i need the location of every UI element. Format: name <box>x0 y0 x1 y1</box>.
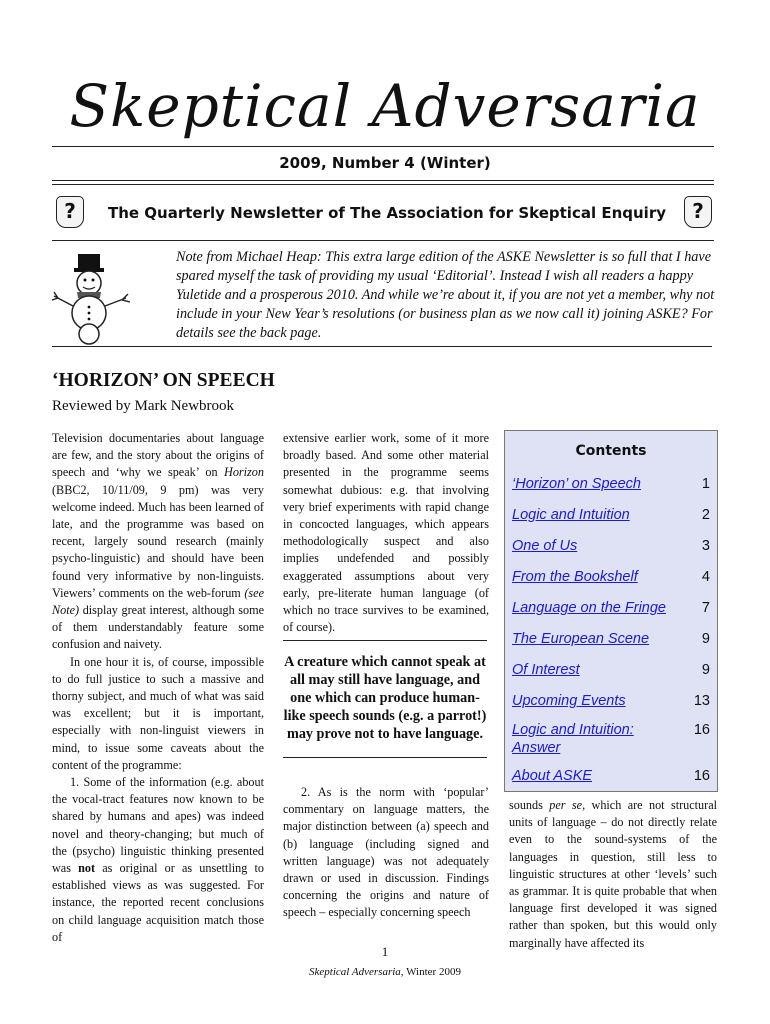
pull-quote: A creature which cannot speak at all may still have language, and one which can produce human-like speech sounds (e.g. a parrot!) may prove not to have language. <box>283 640 487 758</box>
paragraph-text: , which are not structural units of language – do not directly relate even to the sound-systems of the languages in question, still less to linguistic structures at other ‘levels’ such as grammar. It is quite probable that when language first developed it was signed rather than spoken, but this would only marginally have affected its <box>509 798 717 950</box>
toc-item[interactable] <box>512 721 712 757</box>
tagline-rule <box>52 240 714 241</box>
toc-link[interactable]: Of Interest <box>512 662 580 678</box>
toc-page-number: 9 <box>701 631 710 647</box>
section-divider <box>52 346 712 347</box>
toc-link[interactable]: One of Us <box>512 538 578 554</box>
toc-link[interactable]: The European Scene <box>512 631 650 647</box>
newsletter-tagline: The Quarterly Newsletter of The Association for Skeptical Enquiry <box>108 204 666 222</box>
paragraph-text: 1. Some of the information (e.g. about the vocal-tract features now known to be shared by humans and apes) was indeed novel and theory-changing; but much of the (psycho) linguistic thinking presented was <box>52 775 264 876</box>
toc-page-number: 1 <box>701 476 710 492</box>
page-footer <box>0 966 770 978</box>
toc-link[interactable]: From the Bookshelf <box>512 569 638 585</box>
issue-rule-top <box>52 180 714 181</box>
toc-item[interactable] <box>512 599 712 617</box>
contents-box <box>504 430 718 792</box>
paragraph <box>52 774 264 946</box>
toc-item[interactable] <box>512 630 712 648</box>
toc-page-number: 16 <box>693 768 710 784</box>
toc-item[interactable] <box>512 506 712 524</box>
toc-page-number: 3 <box>701 538 710 554</box>
paragraph-text: sounds <box>509 798 550 812</box>
toc-item[interactable] <box>512 475 712 493</box>
toc-item[interactable] <box>512 568 712 586</box>
article-byline: Reviewed by Mark Newbrook <box>52 398 235 414</box>
paragraph-text: (BBC2, 10/11/09, 9 pm) was very welcome indeed. Much has been learned of late, and the programme was based on recent, largely sound research (mainly psycho-linguistic) and should have been found very informative by non-linguists. Viewers’ comments on the web-forum <box>52 482 264 600</box>
toc-item[interactable] <box>512 661 712 679</box>
toc-page-number: 13 <box>693 693 710 709</box>
toc-link[interactable]: Logic and Intuition: Answer <box>512 722 634 756</box>
article-column-2 <box>283 430 489 636</box>
toc-item[interactable] <box>512 767 712 785</box>
paragraph-text: Television documentaries about language are few, and the story about the origins of speech and ‘why we speak’ on <box>52 431 264 480</box>
masthead-rule <box>52 146 714 147</box>
paragraph-text: as original or as unsettling to established views as was suggested. For instance, the reported recent conclusions on child language acquisition match those of <box>52 861 264 944</box>
paragraph: In one hour it is, of course, impossible to do full justice to such a massive and thorny subject, and much of what was said was excellent; but it is important, especially with non-linguist viewers in mind, to issue some caveats about the content of the programme: <box>52 654 264 772</box>
paragraph-text: display great interest, although some of them understandably feature some confusion and naivety. <box>52 603 264 652</box>
article-title: ‘HORIZON’ ON SPEECH <box>52 370 275 391</box>
editor-note: Note from Michael Heap: This extra large edition of the ASKE Newsletter is so full that I have spared myself the task of providing my usual ‘Editorial’. Instead I wish all readers a happy Yuletide and a prosperous 2010. And while we’re about it, if you are not yet a member, why not include in your New Year’s resolutions (or business plan as we now call it) joining ASKE? For details see the back page. <box>176 249 715 341</box>
emphasis: per se <box>549 798 583 812</box>
masthead-title: Skeptical Adversaria <box>69 72 701 140</box>
toc-link[interactable]: Logic and Intuition <box>512 507 630 523</box>
article-column-3 <box>509 797 717 952</box>
toc-item[interactable] <box>512 692 712 710</box>
toc-page-number: 2 <box>701 507 710 523</box>
issue-number: 2009, Number 4 (Winter) <box>279 154 491 172</box>
programme-name: Horizon <box>224 465 264 480</box>
paragraph: extensive earlier work, some of it more broadly based. And some other material presented in the programme seems somewhat dubious: e.g. that involving very brief experiments with rapid change in concocted languages, which appears methodologically suspect and also implies undefended and possibly exaggerated assumptions about very early, pre-literate human language (of which no trace survives to be examined, of course). <box>283 431 489 635</box>
article-column-1 <box>52 430 264 946</box>
toc-item[interactable] <box>512 537 712 555</box>
paragraph <box>509 797 717 952</box>
toc-page-number: 7 <box>701 600 710 616</box>
paragraph: 2. As is the norm with ‘popular’ commentary on language matters, the major distinction between (a) speech and (b) language (including signed and written language) was not adequately drawn or used in discussion. Findings concerning the origins and nature of speech – especially concerning speech <box>283 785 489 920</box>
toc-page-number: 16 <box>693 722 710 738</box>
contents-heading: Contents <box>575 443 647 459</box>
question-mark-icon: ? <box>684 196 712 228</box>
journal-name: Skeptical Adversaria <box>309 966 401 978</box>
emphasis: not <box>78 861 96 876</box>
toc-link[interactable]: Upcoming Events <box>512 693 626 709</box>
toc-page-number: 4 <box>701 569 710 585</box>
toc-link[interactable]: About ASKE <box>512 768 593 784</box>
toc-link[interactable]: Language on the Fringe <box>512 600 666 616</box>
toc-link[interactable]: ‘Horizon’ on Speech <box>512 476 641 492</box>
page-number: 1 <box>381 944 389 959</box>
issue-rule-bottom <box>52 184 714 185</box>
article-column-2-continued <box>283 784 489 922</box>
toc-page-number: 9 <box>701 662 710 678</box>
snowman-icon <box>48 248 138 346</box>
question-mark-icon: ? <box>56 196 84 228</box>
note-reference: (see Note) <box>52 585 264 618</box>
paragraph <box>52 430 264 654</box>
issue-suffix: , Winter 2009 <box>400 966 461 978</box>
